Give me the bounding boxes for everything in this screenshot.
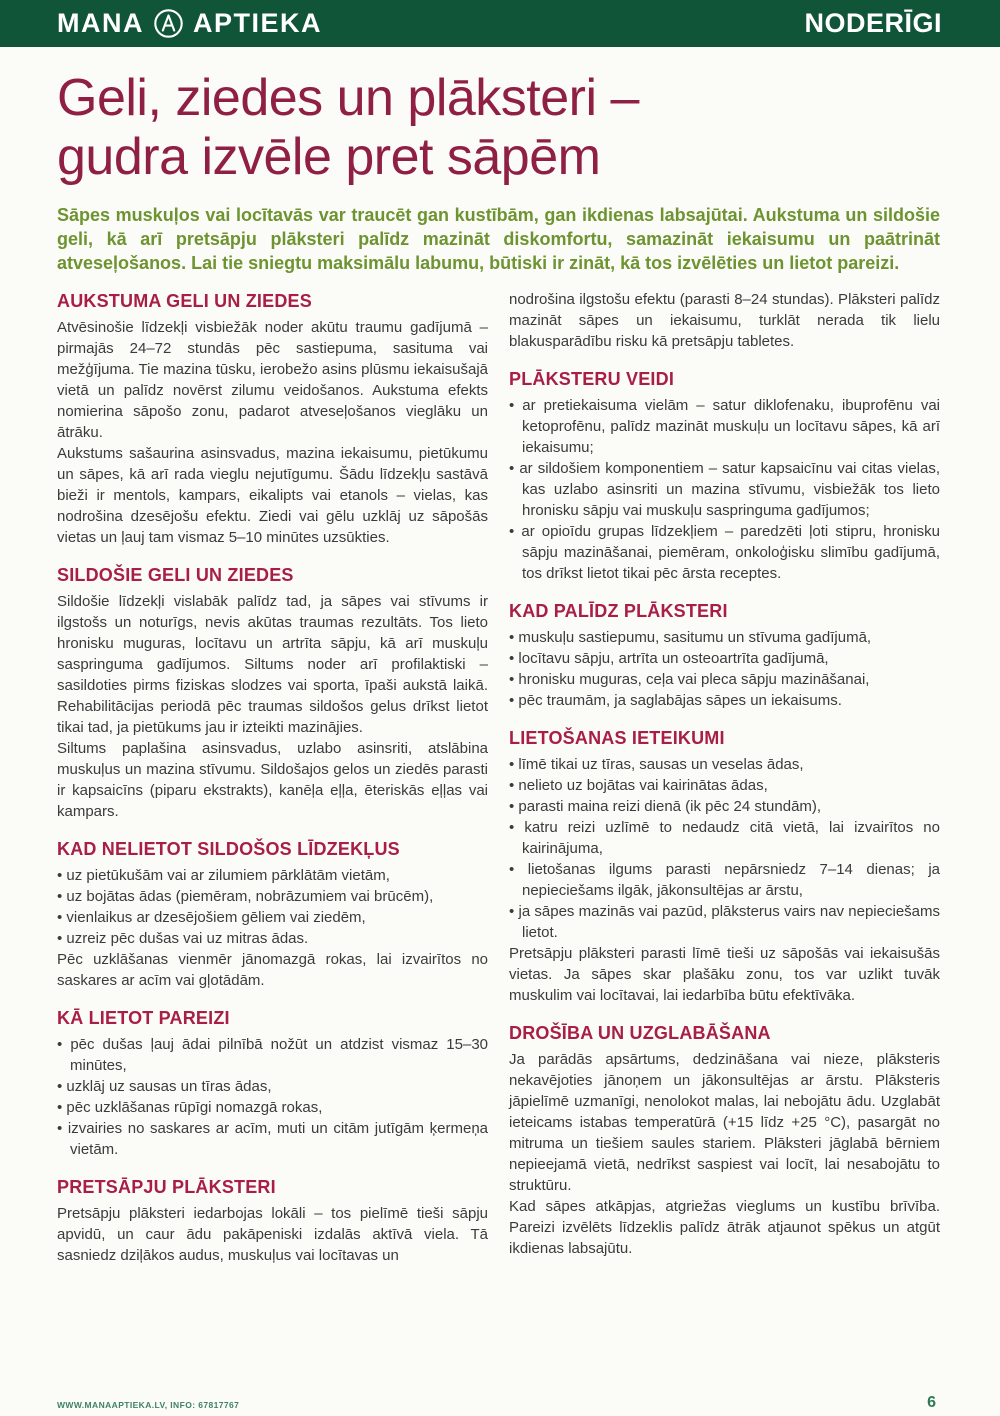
paragraph: Siltums paplašina asinsvadus, uzlabo asinsriti, atslābina muskuļus un mazina stīvumu. Sildošajos gelos un ziedēs parasti ir kapsaicīns (piparu ekstrakts), kanēļa eļļa, ēteriskās eļļas vai kampars. bbox=[57, 739, 488, 820]
section-sildosie-geli bbox=[57, 564, 488, 822]
intro-paragraph: Sāpes muskuļos vai locītavās var traucēt gan kustībām, gan ikdienas labsajūtai. Aukstuma un sildošie geli, kā arī pretsāpju plāksteri palīdz mazināt diskomfortu, samazināt iekaisumu un paātrināt atveseļošanos. Lai tie sniegtu maksimālu labumu, būtiski ir zināt, kā tos izvēlēties un lietot pareizi. bbox=[57, 204, 940, 273]
bullet-item: • parasti maina reizi dienā (ik pēc 24 stundām), bbox=[509, 796, 940, 817]
paragraph: Sildošie līdzekļi vislabāk palīdz tad, ja sāpes vai stīvums ir ilgstošs un noturīgs, nevis akūtas traumas rezultāts. Tos lieto hronisku muguras, locītavu un artrīta sāpju, kā arī muskuļu saspringuma gadījumos. Siltums noder arī profilaktiski – sasildoties pirms fiziskas slodzes vai sporta, īpaši aukstā laikā. Rehabilitācijas periodā pēc traumas sildošos gelus drīkst lietot tikai tad, ja pietūkums jau ir izteikti mazinājies. bbox=[57, 592, 488, 736]
article-columns bbox=[57, 289, 940, 1266]
section-heading: KĀ LIETOT PAREIZI bbox=[57, 1007, 230, 1028]
section-lietosanas-ieteikumi bbox=[509, 727, 940, 1006]
bullet-item: • ar pretiekaisuma vielām – satur diklofenaku, ibuprofēnu vai ketoprofēnu, palīdz mazināt muskuļu un locītavu sāpes, kā arī iekaisumu; bbox=[509, 395, 940, 458]
section-heading: PLĀKSTERU VEIDI bbox=[509, 368, 675, 389]
bullet-item: • ja sāpes mazinās vai pazūd, plāksterus vairs nav nepieciešams lietot. bbox=[509, 901, 940, 943]
section-heading: KAD NELIETOT SILDOŠOS LĪDZEKĻUS bbox=[57, 838, 400, 859]
bullet-item: • locītavu sāpju, artrīta un osteoartrīta gadījumā, bbox=[509, 648, 940, 669]
bullet-item: • līmē tikai uz tīras, sausas un veselas ādas, bbox=[509, 754, 940, 775]
section-heading: LIETOŠANAS IETEIKUMI bbox=[509, 727, 725, 748]
paragraph: Pēc uzklāšanas vienmēr jānomazgā rokas, lai izvairītos no saskares ar acīm vai gļotādām. bbox=[57, 950, 488, 989]
page-number: 6 bbox=[927, 1394, 936, 1411]
section-plaksteru-veidi bbox=[509, 368, 940, 584]
aptieka-logo-icon bbox=[153, 8, 184, 39]
page-title-line1: Geli, ziedes un plāksteri – bbox=[57, 69, 639, 127]
bullet-item: • hronisku muguras, ceļa vai pleca sāpju mazināšanai, bbox=[509, 669, 940, 690]
section-heading: KAD PALĪDZ PLĀKSTERI bbox=[509, 600, 728, 621]
bullet-list bbox=[509, 627, 940, 711]
section-drosiba-uzglabasana bbox=[509, 1022, 940, 1259]
section-aukstuma-geli bbox=[57, 290, 488, 548]
bullet-item: • uz bojātas ādas (piemēram, nobrāzumiem vai brūcēm), bbox=[57, 886, 488, 907]
left-column bbox=[57, 289, 488, 1266]
section-ka-lietot bbox=[57, 1007, 488, 1160]
bullet-list bbox=[509, 395, 940, 584]
bullet-list bbox=[509, 754, 940, 943]
section-heading: SILDOŠIE GELI UN ZIEDES bbox=[57, 564, 294, 585]
bullet-item: • vienlaikus ar dzesējošiem gēliem vai ziedēm, bbox=[57, 907, 488, 928]
paragraph: Ja parādās apsārtums, dedzināšana vai nieze, plāksteris nekavējoties jānoņem un jākonsultējas ar ārstu. Plāksteris jāpielīmē uzmanīgi, nenolokot malas, lai nebojātu ādu. Uzglabāt ieteicams istabas temperatūrā (+15 līdz +25 °C), pasargāt no mitruma un tiešiem saules stariem. Plāksteri jāglabā bērniem nepieejamā vietā, nedrīkst saspiest vai locīt, lai nesabojātu to struktūru. bbox=[509, 1050, 940, 1194]
bullet-item: • muskuļu sastiepumu, sasitumu un stīvuma gadījumā, bbox=[509, 627, 940, 648]
page-title-line2: gudra izvēle pret sāpēm bbox=[57, 127, 601, 186]
bullet-item: • izvairies no saskares ar acīm, muti un citām jutīgām ķermeņa vietām. bbox=[57, 1118, 488, 1160]
paragraph: Kad sāpes atkāpjas, atgriežas vieglums un kustību brīvība. Pareizi izvēlēts līdzeklis palīdz ātrāk atjaunot spēkus un atgūt ikdienas labsajūtu. bbox=[509, 1197, 940, 1257]
paragraph: Aukstums sašaurina asinsvadus, mazina iekaisumu, pietūkumu un sāpes, kā arī rada vieglu nejutīgumu. Šādu līdzekļu sastāvā bieži ir mentols, kampars, eikalipts vai etanols – vielas, kas nodrošina dzesējošu efektu. Ziedi vai gēlu uzklāj uz sāpošās vietas un ļauj tam vismaz 5–10 minūtes uzsūkties. bbox=[57, 444, 488, 546]
bullet-list bbox=[57, 865, 488, 949]
section-kad-palidz bbox=[509, 600, 940, 711]
section-corner-label: NODERĪGI bbox=[804, 8, 942, 38]
bullet-item: • katru reizi uzlīmē to nedaudz citā vietā, lai izvairītos no kairinājuma, bbox=[509, 817, 940, 859]
continuation-paragraph: nodrošina ilgstošu efektu (parasti 8–24 stundas). Plāksteri palīdz mazināt sāpes un iekaisumu, turklāt nerada tik lielu blakusparādību risku kā pretsāpju tabletes. bbox=[509, 290, 940, 350]
bullet-item: • lietošanas ilgums parasti nepārsniedz 7–14 dienas; ja nepieciešams ilgāk, jākonsultējas ar ārstu, bbox=[509, 859, 940, 901]
header-bar bbox=[0, 0, 1000, 47]
brand-logo bbox=[57, 8, 322, 39]
right-column bbox=[509, 289, 940, 1266]
bullet-item: • pēc uzklāšanas rūpīgi nomazgā rokas, bbox=[57, 1097, 488, 1118]
footer-contact-info: WWW.MANAAPTIEKA.LV, INFO: 67817767 bbox=[57, 1400, 240, 1410]
bullet-item: • pēc dušas ļauj ādai pilnībā nožūt un atdzist vismaz 15–30 minūtes, bbox=[57, 1034, 488, 1076]
bullet-item: • uz pietūkušām vai ar zilumiem pārklātām vietām, bbox=[57, 865, 488, 886]
bullet-item: • nelieto uz bojātas vai kairinātas ādas, bbox=[509, 775, 940, 796]
paragraph: Pretsāpju plāksteri parasti līmē tieši uz sāpošās vai iekaisušās vietas. Ja sāpes skar plašāku zonu, tos var uzlikt tuvāk muskulim vai locītavai, lai iedarbība būtu efektīvāka. bbox=[509, 944, 940, 1004]
bullet-item: • ar opioīdu grupas līdzekļiem – paredzēti ļoti stipru, hronisku sāpju mazināšanai, piemēram, onkoloģisku slimību gadījumā, tos drīkst lietot tikai pēc ārsta receptes. bbox=[509, 521, 940, 584]
bullet-item: • uzreiz pēc dušas vai uz mitras ādas. bbox=[57, 928, 488, 949]
bullet-item: • ar sildošiem komponentiem – satur kapsaicīnu vai citas vielas, kas uzlabo asinsriti un mazina stīvumu, visbiežāk tos lieto hronisku sāpju vai muskuļu saspringuma gadījumos; bbox=[509, 458, 940, 521]
bullet-item: • uzklāj uz sausas un tīras ādas, bbox=[57, 1076, 488, 1097]
bullet-item: • pēc traumām, ja saglabājas sāpes un iekaisums. bbox=[509, 690, 940, 711]
brand-word-mana: MANA bbox=[57, 8, 144, 38]
section-pretsapju-plaksteri bbox=[57, 1176, 488, 1266]
paragraph: Pretsāpju plāksteri iedarbojas lokāli – tos pielīmē tieši sāpju apvidū, un caur ādu pakāpeniski izdalās aktīvā viela. Tā sasniedz dziļākos audus, muskuļus vai locītavas un bbox=[57, 1204, 488, 1264]
section-heading: AUKSTUMA GELI UN ZIEDES bbox=[57, 290, 312, 311]
section-heading: DROŠĪBA UN UZGLABĀŠANA bbox=[509, 1022, 771, 1043]
bullet-list bbox=[57, 1034, 488, 1160]
page-title bbox=[57, 69, 943, 187]
section-heading: PRETSĀPJU PLĀKSTERI bbox=[57, 1176, 276, 1197]
brand-word-aptieka: APTIEKA bbox=[193, 8, 323, 38]
section-kad-nelietot bbox=[57, 838, 488, 991]
paragraph: Atvēsinošie līdzekļi visbiežāk noder akūtu traumu gadījumā – pirmajās 24–72 stundās pēc sastiepuma, sasituma vai mežģījuma. Tie mazina tūsku, ierobežo asins plūsmu iekaisušajā vietā un palīdz novērst zilumu veidošanos. Aukstuma efekts nomierina sāpošo zonu, padarot atveseļošanos vieglāku un ātrāku. bbox=[57, 318, 488, 441]
